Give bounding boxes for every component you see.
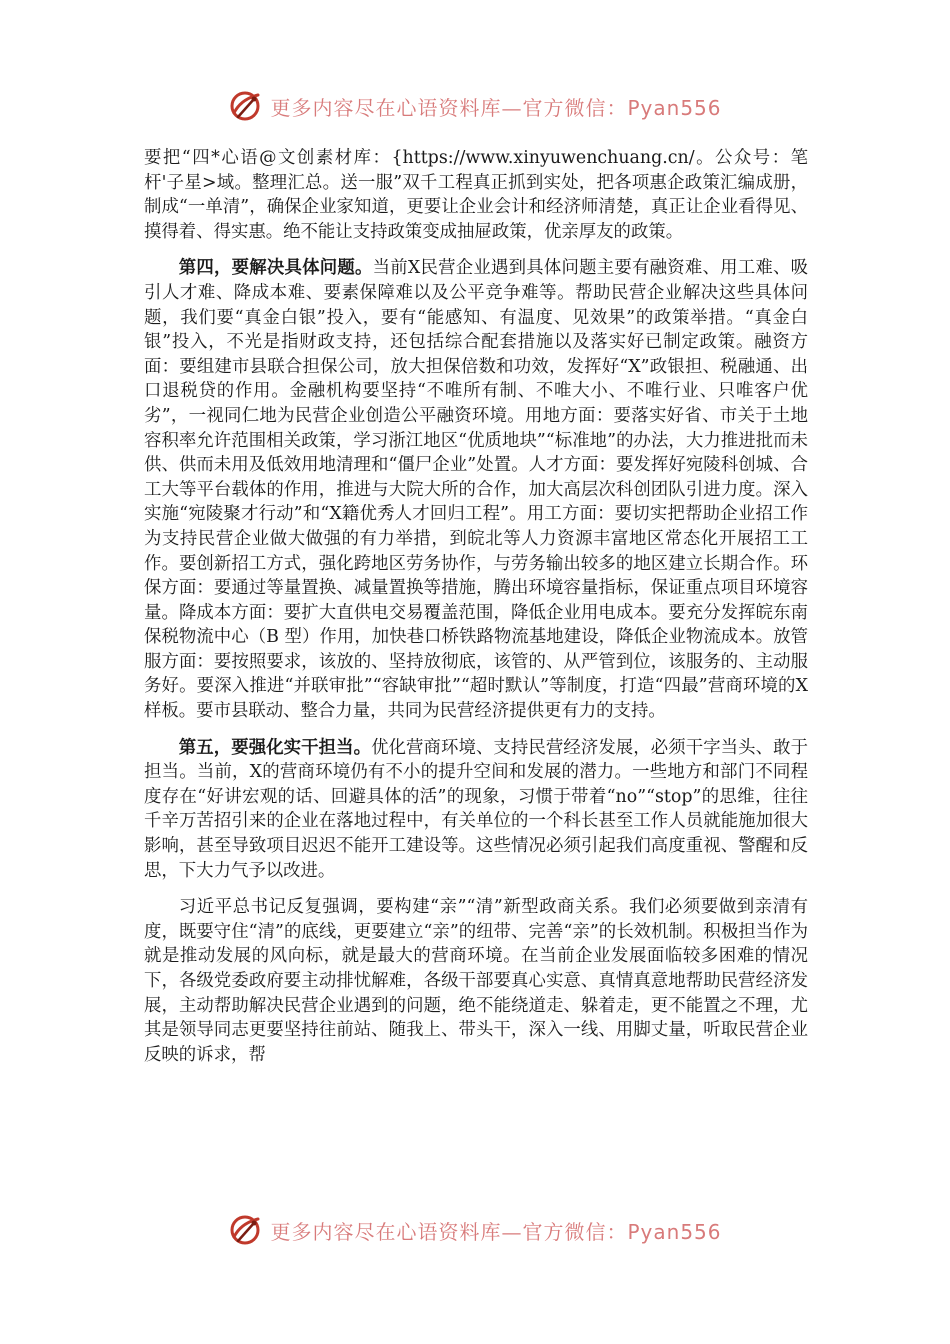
paragraph-1-body: 要把“四*心语@文创素材库：{https://www.xinyuwenchuang.cn/。公众号：笔杆'子星>域。整理汇总。送一服”双千工程真正抓到实处，把各项惠企政策汇编成册，制成“一单清”，确保企业家知道，更要让企业会计和经济师清楚，真正让企业看得见、摸得着、得实惠。绝不能让支持政策变成抽屉政策，优亲厚友的政策。 (144, 148, 808, 242)
paragraph-3-body: 优化营商环境、支持民营经济发展，必须干字当头、敢于担当。当前，X的营商环境仍有不小的提升空间和发展的潜力。一些地方和部门不同程度存在“好讲宏观的话、回避具体的活”的现象，习惯于带着“no”“stop”的思维，往往千辛万苦招引来的企业在落地过程中，有关单位的一个科长甚至工作人员就能施加很大影响，甚至导致项目迟迟不能开工建设等。这些情况必须引起我们高度重视、警醒和反思，下大力气予以改进。 (144, 737, 808, 881)
paragraph-2-body: 当前X民营企业遇到具体问题主要有融资难、用工难、吸引人才难、降成本难、要素保障难以及公平竞争难等。帮助民营企业解决这些具体问题，我们要“真金白银”投入，要有“能感知、有温度、见效果”的政策举措。“真金白银”投入，不光是指财政支持，还包括综合配套措施以及落实好已制定政策。融资方面：要组建市县联合担保公司，放大担保倍数和功效，发挥好“X”政银担、税融通、出口退税贷的作用。金融机构要坚持“不唯所有制、不唯大小、不唯行业、只唯客户优劣”，一视同仁地为民营企业创造公平融资环境。用地方面：要落实好省、市关于土地容积率允许范围相关政策，学习浙江地区“优质地块”“标准地”的办法，大力推进批而未供、供而未用及低效用地清理和“僵尸企业”处置。人才方面：要发挥好宛陵科创城、合工大等平台载体的作用，推进与大院大所的合作，加大高层次科创团队引进力度。深入实施“宛陵聚才行动”和“X籍优秀人才回归工程”。用工方面：要切实把帮助企业招工作为支持民营企业做大做强的有力举措，到皖北等人力资源丰富地区常态化开展招工工作。要创新招工方式，强化跨地区劳务协作，与劳务输出较多的地区建立长期合作。环保方面：要通过等量置换、减量置换等措施，腾出环境容量指标，保证重点项目环境容量。降成本方面：要扩大直供电交易覆盖范围，降低企业用电成本。要充分发挥皖东南保税物流中心（B 型）作用，加快巷口桥铁路物流基地建设，降低企业物流成本。放管服方面：要按照要求，该放的、坚持放彻底，该管的、从严管到位，该服务的、主动服务好。要深入推进“并联审批”“容缺审批”“超时默认”等制度，打造“四最”营商环境的X样板。要市县联动、整合力量，共同为民营经济提供更有力的支持。 (144, 258, 808, 722)
document-body (144, 146, 808, 1079)
header-watermark-banner (0, 84, 950, 128)
banner-text-id: Pyan556 (627, 1219, 722, 1244)
paragraph-2-heading: 第四，要解决具体问题。 (178, 258, 373, 279)
paragraph-3-heading: 第五，要强化实干担当。 (178, 737, 372, 758)
paragraph-1 (144, 146, 808, 244)
banner-text-cn: 更多内容尽在心语资料库—官方微信： (270, 95, 628, 120)
paragraph-4-body: 习近平总书记反复强调，要构建“亲”“清”新型政商关系。我们必须要做到亲清有度，既要守住“清”的底线，更要建立“亲”的纽带、完善“亲”的长效机制。积极担当作为就是推动发展的风向标，就是最大的营商环境。在当前企业发展面临较多困难的情况下，各级党委政府要主动排忧解难，各级干部要真心实意、真情真意地帮助民营经济发展，主动帮助解决民营企业遇到的问题，绝不能绕道走、躲着走，更不能置之不理，尤其是领导同志更要坚持往前站、随我上、带头干，深入一线、用脚丈量，听取民营企业反映的诉求，帮 (144, 897, 808, 1065)
brush-swirl-logo-icon (228, 1213, 262, 1247)
banner-text (270, 1216, 721, 1245)
banner-text (270, 92, 721, 121)
banner-text-cn: 更多内容尽在心语资料库—官方微信： (270, 1219, 628, 1244)
brush-swirl-logo-icon (228, 89, 262, 123)
paragraph-4 (144, 895, 808, 1067)
footer-watermark-banner (0, 1208, 950, 1252)
banner-text-id: Pyan556 (627, 95, 722, 120)
paragraph-3 (144, 736, 808, 884)
paragraph-2 (144, 256, 808, 723)
